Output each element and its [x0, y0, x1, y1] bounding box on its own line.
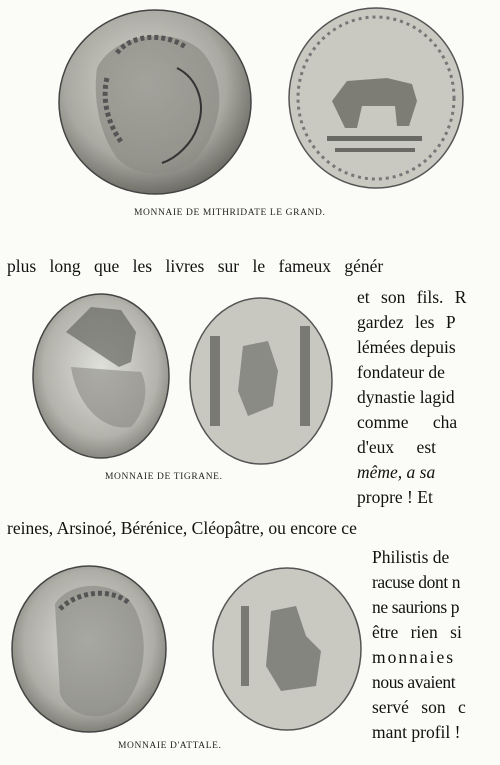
coin-attalus-obverse: [10, 564, 168, 734]
body-text-line: servé son c: [372, 697, 466, 717]
body-text-line: monnaies: [372, 647, 456, 667]
coin-tigranes-obverse: [31, 292, 171, 460]
body-text-line: d'eux est: [357, 437, 436, 457]
body-text-line: être rien si: [372, 622, 462, 642]
body-text-line: plus long que les livres sur le fameux génér: [7, 256, 384, 276]
body-text-line: mant profil !: [372, 722, 461, 742]
body-text-line: reines, Arsinoé, Bérénice, Cléopâtre, ou encore ce: [7, 518, 357, 538]
body-text-line: fondateur de: [357, 362, 445, 382]
caption-attalus: MONNAIE D'ATTALE.: [118, 741, 222, 751]
body-text-line: ne saurions p: [372, 597, 460, 617]
body-text-line: racuse dont n: [372, 572, 461, 592]
body-text-line: comme cha: [357, 412, 458, 432]
body-text-line: et son fils. R: [357, 287, 467, 307]
text-line-clip: [0, 518, 500, 542]
coin-mithridates-obverse: [57, 8, 253, 196]
coin-attalus-reverse: [211, 566, 363, 732]
body-text-line: nous avaient: [372, 672, 456, 692]
body-text-line: gardez les P: [357, 312, 456, 332]
caption-mithridates: MONNAIE DE MITHRIDATE LE GRAND.: [134, 208, 326, 218]
body-text-line: lémées depuis: [357, 337, 456, 357]
coin-mithridates-reverse: [287, 6, 465, 190]
body-text-line: propre ! Et: [357, 487, 433, 507]
coin-tigranes-reverse: [188, 296, 334, 466]
body-text-line: même, a sa: [357, 462, 436, 482]
body-text-line: Philistis de: [372, 547, 450, 567]
body-text-line: dynastie lagid: [357, 387, 455, 407]
text-line-clip: [0, 256, 500, 280]
caption-tigranes: MONNAIE DE TIGRANE.: [105, 472, 223, 482]
